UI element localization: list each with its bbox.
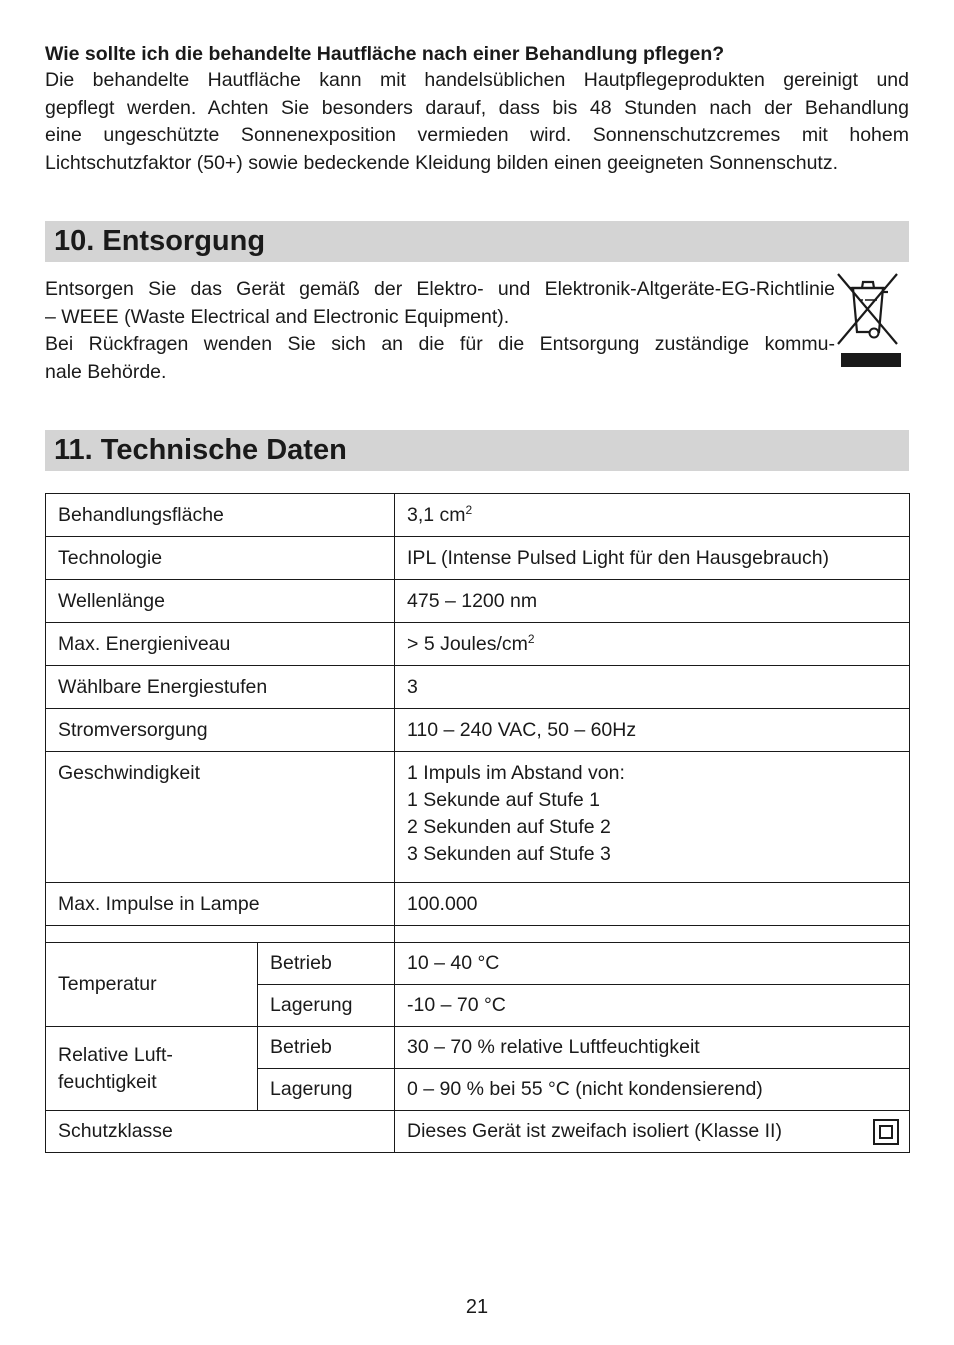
table-row [46,494,910,537]
spec-label: Behandlungsfläche [46,494,395,537]
section-heading-disposal: 10. Entsorgung [45,221,909,262]
spec-sublabel: Lagerung [258,1069,395,1111]
spec-value: 3 [395,666,910,709]
technical-data-table [45,493,910,1153]
disposal-line: Entsorgen Sie das Gerät gemäß der Elektro- und Elektronik-Altgeräte-EG-Richtlinie [45,278,835,300]
spec-label: Stromversorgung [46,709,395,752]
spec-label: Temperatur [46,943,258,1027]
spec-label: Wählbare Energiestufen [46,666,395,709]
spec-value: 3,1 $cm^2$ [395,494,910,537]
spec-value: 30 – 70 % relative Luftfeuchtigkeit [395,1027,910,1069]
section-heading-technical-data: 11. Technische Daten [45,430,909,471]
care-answer-line: Lichtschutzfaktor (50+) sowie bedeckende Kleidung bilden einen geeigneten Sonnenschutz. [45,151,839,174]
spec-value: 110 – 240 VAC, 50 – 60Hz [395,709,910,752]
disposal-line: Bei Rückfragen wenden Sie sich an die für die Entsorgung zuständige kommu- [45,333,835,355]
spec-label: Schutzklasse [46,1111,395,1153]
spec-value: > 5 Joules/$cm^2$ [395,623,910,666]
spec-label: Technologie [46,537,395,580]
disposal-text [45,276,835,386]
care-answer-line: Die behandelte Hautfläche kann mit handelsüblichen Hautpflegeprodukten gereinigt und [45,69,909,91]
spec-label: Wellenlänge [46,580,395,623]
class-ii-double-insulation-icon [873,1119,899,1145]
spec-value: 475 – 1200 nm [395,580,910,623]
table-row [46,752,910,883]
spec-sublabel: Betrieb [258,1027,395,1069]
spec-sublabel: Betrieb [258,943,395,985]
spec-label: Max. Energieniveau [46,623,395,666]
spec-value: 100.000 [395,883,910,926]
spec-value: 0 – 90 % bei 55 °C (nicht kondensierend) [395,1069,910,1111]
care-answer [45,67,909,177]
spec-value: 1 Impuls im Abstand von: 1 Sekunde auf Stufe 1 2 Sekunden auf Stufe 2 3 Sekunden auf Stufe 3 [395,752,910,883]
table-row [46,580,910,623]
disposal-line: – WEEE (Waste Electrical and Electronic Equipment). [45,305,510,328]
spec-value: -10 – 70 °C [395,985,910,1027]
table-row [46,943,910,985]
table-row [46,883,910,926]
care-answer-line: gepflegt werden. Achten Sie besonders darauf, dass bis 48 Stunden nach der Behandlung [45,96,909,119]
table-row [46,709,910,752]
spec-sublabel: Lagerung [258,985,395,1027]
page-number: 21 [465,1296,489,1318]
table-row [46,1111,910,1153]
table-row [46,1027,910,1069]
care-question: Wie sollte ich die behandelte Hautfläche nach einer Behandlung pflegen? [45,43,725,65]
spec-value: Dieses Gerät ist zweifach isoliert (Klasse II) [395,1111,910,1153]
spec-value: IPL (Intense Pulsed Light für den Hausgebrauch) [395,537,910,580]
spec-label: Relative Luft- feuchtigkeit [46,1027,258,1111]
table-spacer-row [46,926,910,943]
spec-value: 10 – 40 °C [395,943,910,985]
table-row [46,537,910,580]
spec-label: Max. Impulse in Lampe [46,883,395,926]
spec-label: Geschwindigkeit [46,752,395,883]
disposal-line: nale Behörde. [45,360,167,383]
table-row [46,666,910,709]
table-row [46,623,910,666]
care-answer-line: eine ungeschützte Sonnenexposition vermieden wird. Sonnenschutzcremes mit hohem [45,124,909,146]
crossed-out-wheelie-bin-icon [835,270,901,372]
